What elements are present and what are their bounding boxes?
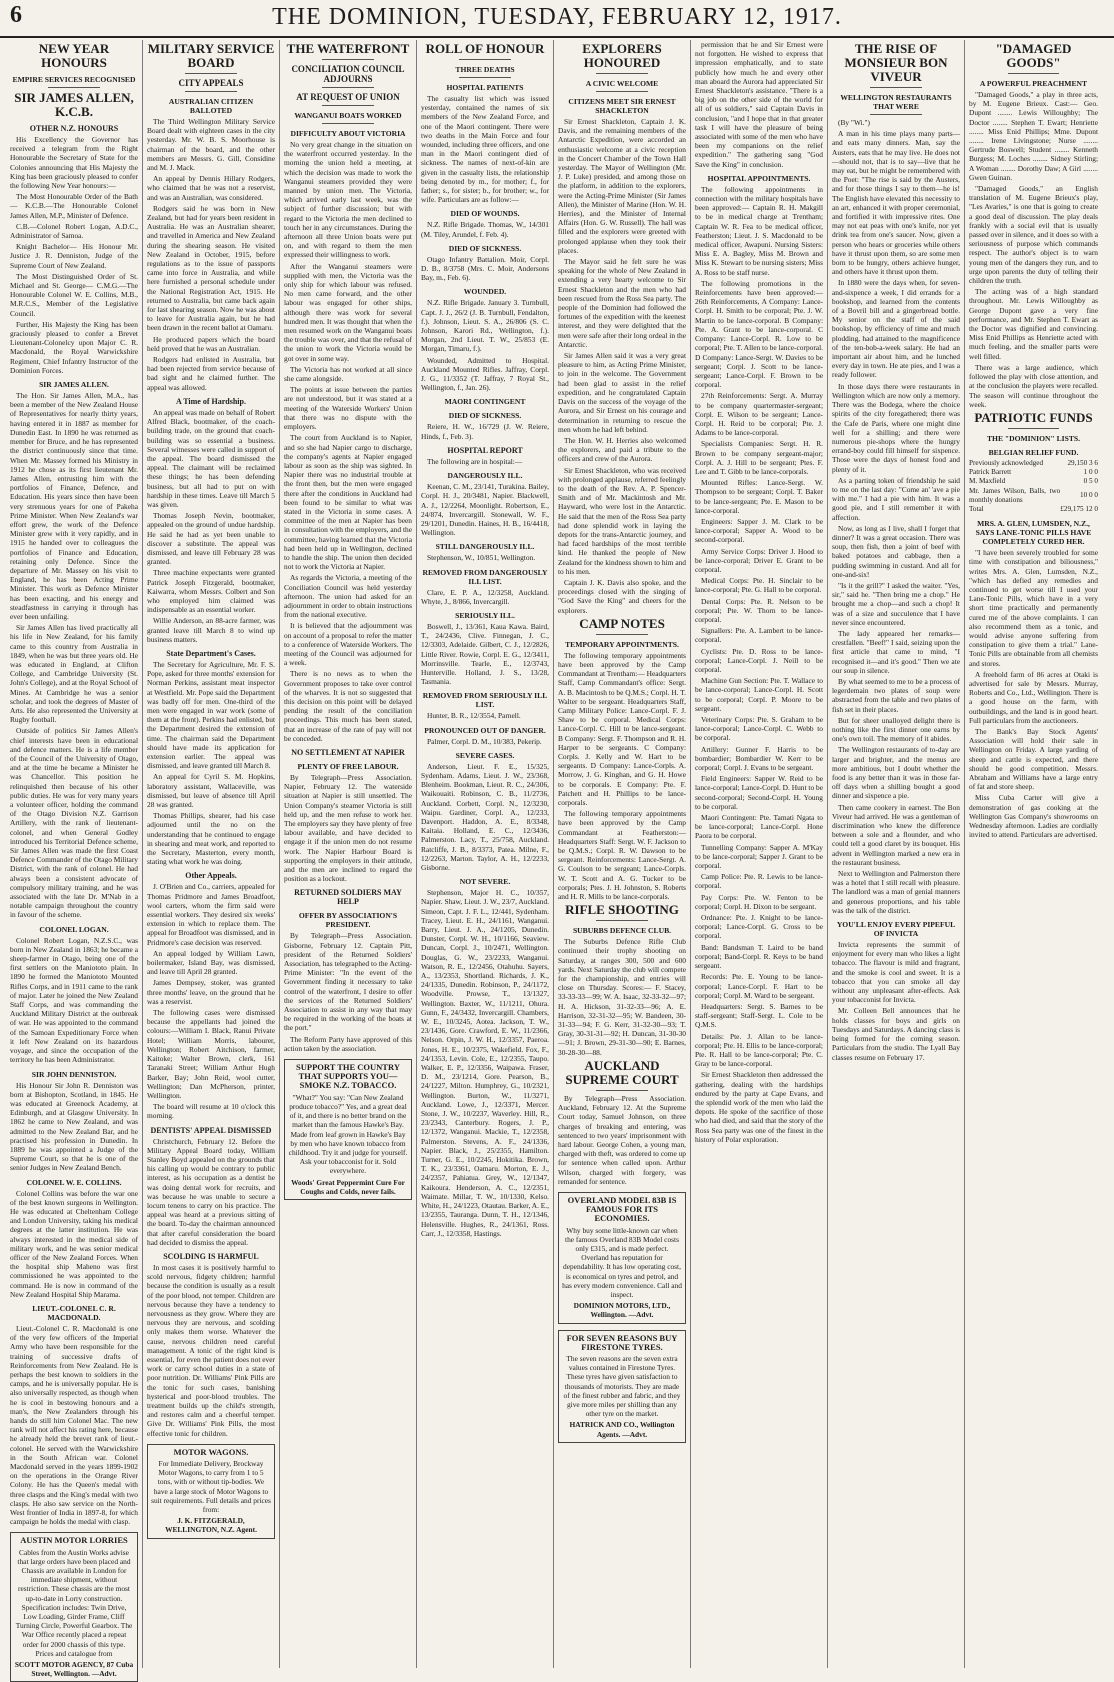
- article-paragraph: He produced papers which the board held proved that he was an Australian.: [147, 334, 275, 353]
- article-paragraph: Three machine expectants were granted Patrick Joseph Fitzgerald, bootmaker, Kaiwarra, whom Messrs. Colbert and Son who employed him claimed was indispensable as an essential worker.: [147, 568, 275, 615]
- article-paragraph: Hunter, B. R., 12/3554, Parnell.: [427, 711, 521, 721]
- divider-rule: [459, 77, 510, 78]
- article-paragraph: Mr. Colleen Bell announces that he holds classes for boys and girls on Tuesdays and Saturdays. A dancing class is being formed for the coming season. Particulars from the studio. The Lyall Bay classes resume on February 17.: [832, 1006, 960, 1062]
- newspaper-masthead-title: THE DOMINION, TUESDAY, FEBRUARY 12, 1917.: [272, 4, 842, 30]
- divider-rule: [459, 59, 510, 60]
- masthead: [0, 0, 1114, 38]
- article-paragraph: Further, His Majesty the King has been graciously pleased to confer a Brevet Lieutenant-Colonelcy upon Major C. R. Macdonald, the Royal Warwickshire Regiment, Chief Infantry Instructor of the Dominion Forces.: [10, 319, 138, 375]
- article-subheading: WANGANUI BOATS WORKED: [294, 111, 402, 120]
- article-paragraph: Colonel Robert Logan, N.Z.S.C., was born in New Zealand in 1863; he became a sheep-farmer in Otago, being one of the first settlers on the Maniototo plain. In 1890 he formed the Maniototo Mounted Rifles Corps, and in 1911 came to the rank of major. Later he joined the New Zealand Staff Corps, and was commanding the Auckland Military District at the outbreak of war. He was appointed to the command of the Samoan Expeditionary Force when it left New Zealand on its hazardous voyage, and since the occupation of the territory he has been Administrator.: [10, 935, 138, 1065]
- divider-rule: [596, 634, 647, 635]
- article-paragraph: Headquarters: Sergt. S. Barnes to be staff-sergeant; Staff-Sergt. L. Cole to be Q.M.S.: [695, 1001, 823, 1030]
- page-number: 6: [10, 2, 22, 28]
- article-paragraph: Army Service Corps: Driver J. Hood to be lance-corporal; Driver E. Grant to be corporal.: [695, 546, 823, 574]
- article-subheading: COLONEL LOGAN.: [39, 924, 109, 934]
- article-paragraph: Sir James Allen said it was a very great pleasure to him, as Acting Prime Minister, to join in the welcome. The Government had been glad to assist in the relief expedition, and he congratulated Captain Davis on the success of the voyage of the Aurora, and Sir Ernest on his courage and determination in returning to rescue the men whom he had left behind.: [558, 351, 686, 434]
- divider-rule: [185, 91, 236, 92]
- fund-donor: M. Maxfield: [969, 477, 1006, 486]
- article-paragraph: "Is it the grill?" I asked the waiter. "Yes, sir," said he. "Then bring me a chop." He brought me a chop—and such a chop! It was of a size and succulence that I have never since encountered.: [832, 580, 960, 627]
- fund-donor: Mr. James Wilson, Balls, two monthly donations: [969, 486, 1061, 504]
- article-paragraph: By what seemed to me to be a process of legerdemain two plates of soup were abstracted from the table and two plates of fish set in their places.: [832, 676, 960, 714]
- article-paragraph: In most cases it is positively harmful to scold nervous, fidgety children; harmful because the condition is usually as a result of the poor blood, not temper. Children are nervous because they have a tendency to nervousness as they grow. Where they are nervous they are nervous, and scolding only makes them worse. Whatever the cause, nervous children need careful management. A tonic of the right kind is essential, for even the patient does not ever work or carry school duties in a state of poor nutrition. Dr. Williams' Pink Pills are the tonic for such cases, banishing hysterical and poor-blood troubles. The treatment builds up the child's strength, and restores calm and a cheerful temper. Give Dr. Williams' Pink Pills, the most effective tonic for children.: [147, 1262, 275, 1438]
- article-paragraph: The following are in hospital:—: [427, 456, 523, 466]
- article-paragraph: Lieut.-Colonel C. R. Macdonald is one of the very few officers of the Imperial Army who have been responsible for the training of successive drafts of Reinforcements from New Zealand. He is perhaps the best known to soldiers in the camps, and he is universally popular. He is also universally respected, as though when he is cool in bestowing honours and a man's, the New Zealanders through his hands do still him Colonel Mac. The new rank will not affect his rating here, because he already held the brevet rank of lieut.-colonel. He served with the Warwickshire in the South African war. Colonel Macdonald served in the years 1899-1902 on the operations in the Orange River Colony. He has the Queen's medal with three clasps and the King's medal with two clasps. He also saw service on the North-West frontier of India in 1897-8, for which campaign he holds the medal with clasp.: [10, 1323, 138, 1527]
- article-paragraph: By Telegraph—Press Association. Auckland, February 12. At the Supreme Court today, Samuel Johnson, on three charges of breaking and entering, was sentenced to two years' imprisonment with hard labour. George Cohen, a young man, charged with theft, was ordered to come up for sentence when called upon. Arthur Wilson, charged with forgery, was remanded for sentence.: [558, 1093, 686, 1186]
- article-paragraph: Next to Wellington and Palmerston there was a hotel that I still recall with pleasure. The landlord was a man of genial manners and generous proportions, and his table was the talk of the district.: [832, 869, 960, 915]
- article-headline: NEW YEAR HONOURS: [38, 41, 110, 70]
- column-1: [6, 40, 143, 1679]
- article-paragraph: Tunnelling Company: Sapper A. M'Kay to be lance-corporal; Sapper J. Grant to be corporal.: [695, 842, 823, 871]
- article-paragraph: Keenan, C. M., 23/141, Turakina. Bailey, Corpl. H. J., 20/3481, Napier. Blackwell, A. J., 12/2264, Moonlight. Robertson, E., 24/874, Invercargill. Stonewall, W. F., 29/1201, Dunedin. Haines, H. B., 16/4418, Wellington.: [421, 482, 549, 538]
- column-4: [417, 40, 554, 1668]
- article-headline: THE WATERFRONT: [286, 41, 410, 56]
- article-subheading: LIEUT.-COLONEL C. R. MACDONALD.: [32, 1303, 116, 1322]
- article-paragraph: J. O'Brien and Co., carriers, appealed for Thomas Pridmore and James Broadfoot, wool carters, whom the firm said were essential workers. They desired six weeks' extension in which to replace them. The appeal for Broadfoot was dismissed, and in Pridmore's case decision was reserved.: [147, 882, 275, 947]
- article-subheading: HOSPITAL REPORT: [447, 445, 523, 455]
- fund-amount: 10 0 0: [1080, 491, 1098, 500]
- column-6: [691, 40, 828, 1668]
- article-paragraph: Band: Bandsman T. Laird to be band corporal; Band-Corpl. R. Keys to be band sergeant.: [695, 942, 823, 971]
- article-paragraph: The following cases were dismissed because the appellants had joined the colours:—William I. Black, Ranui Private Hotel; William Morris, labourer, Wellington; Robert Aitchison, farmer, Kaitoke; Walter Brown, clerk, 161 Taranaki Street; William Arthur Hugh Barker, Bay; John Reid, wool cutter, Wellington; Dan McPherson, printer, Wellington.: [147, 1008, 275, 1100]
- fund-row: [969, 487, 1098, 505]
- article-paragraph: "Damaged Goods," an English translation of M. Eugene Brieux's play, "Les Avaries," is one that is going to create a good deal of discussion. The play deals frankly with a social evil that is usually passed over in silence, and it does so with a seriousness of purpose which commands respect. The author's object is to warn young men of the dangers they run, and to urge upon parents the duty of telling their children the truth.: [969, 184, 1098, 286]
- article-paragraph: A man in his time plays many parts—and eats many dinners. Man, say the Austers, eats that he may live. He does not—should not, that is to say—live that he may eat, but he might be remembered with the Poet: "The rise is said by the Austers, and for those things I say to them—he is! The English have elevated this necessity to an art, enhanced it with proper ceremonial, and fortified it with impressive rites. One may not eat peas with one's knife, nor yet drink tea from one's saucer. Now, given a person who hears or groceries while others have it thrust upon them, so are some men born to be hungry, others achieve hunger, and others have it thrust upon them.: [832, 129, 960, 277]
- article-subheading: State Department's Cases.: [166, 648, 256, 658]
- article-paragraph: Outside of politics Sir James Allen's chief interests have been in educational and defence matters. He is a life member of the Council of the University of Otago, and at the time he became a Minister he was Chancellor. This position he relinquished then because of his other public duties. He was for very many years a volunteer officer, holding the command of the Otago Division N.Z. Garrison Artillery, with the rank of lieutenant-colonel, and when General Godley introduced his Territorial Defence scheme, Sir James Allen was made the first Coast Defence Commander of the Otago Military District, with the rank of colonel. He had always been a consistent advocate of compulsory military training, and he was associated with the late Dr. M'Nab in a notable campaign throughout the country in favour of the scheme.: [10, 726, 138, 920]
- article-paragraph: Medical Corps: Pte. H. Sinclair to be lance-corporal; Pte. G. Hall to be corporal.: [695, 576, 823, 595]
- article-subheading: CITIZENS MEET SIR ERNEST SHACKLETON: [568, 97, 676, 115]
- article-paragraph: The Hon. Sir James Allen, M.A., has been a member of the New Zealand House of Representatives for nearly thirty years, having entered it in 1887 as member for Dunedin East. In 1890 he was returned as member for Bruce, and he has represented the district continuously since that time. When Mr. Massey formed his Ministry in 1912 he chose as its first lieutenant Mr. James Allen, entrusting him with the portfolios of Finance, Defence, and Education. His years since then have been very strenuous years for one of Pakeha Prime Minister. When New Zealand's war effort grew, the work of the Defence Minister grew with it very rapidly, and in 1915 he handed over to colleagues the portfolios of Finance and Education, retaining only Defence. Since the departure of Mr. Massey on his visit to England, he has been Acting Prime Minister. This work as Defence Minister has been exacting, and his energy and steadfastness in carrying it through has ever been unfailing.: [10, 391, 138, 621]
- article-paragraph: Sir Ernest Shackleton, Captain J. K. Davis, and the remaining members of the Antarctic Expedition, were accorded an enthusiastic welcome at a civic reception in the Concert Chamber of the Town Hall yesterday. The Mayor of Wellington (Mr. J. P. Luke) presided, and among those on the platform, in addition to the explorers, were the Acting-Prime Minister (Sir James Allen), the Minister of Marine (Hon. W. H. Herries), and the Minister of Internal Affairs (Hon. G. W. Russell). The hall was filled and the explorers were greeted with prolonged applause when they took their places.: [558, 117, 686, 255]
- article-paragraph: Artillery: Gunner F. Harris to be bombardier; Bombardier W. Kerr to be corporal; Corpl. J. Evans to be sergeant.: [695, 744, 823, 773]
- article-paragraph: N.Z. Rifle Brigade. Thomas, W., 14/301 (M. Tiley, Arundel, f. Feb. 4).: [421, 220, 549, 239]
- article-subheading: AT REQUEST OF UNION: [296, 92, 400, 102]
- article-subheading: CONCILIATION COUNCIL ADJOURNS: [291, 64, 405, 84]
- article-subheading: HOSPITAL PATIENTS: [446, 83, 524, 92]
- article-paragraph: Thomas Phillips, shearer, had his case adjourned until the no on the understanding that he continued to engage in shearing and meat work, and reported to the Secretary, Masterton, every month, stating what work he was doing.: [147, 811, 275, 867]
- article-headline: SIR JAMES ALLEN, K.C.B.: [14, 90, 134, 119]
- article-paragraph: Specialists Companies: Sergt. H. R. Brown to be company sergeant-major; Corpl. A. J. Hill to be sergeant; Ptes. F. Lee and T. Gibb to be lance-corporals.: [695, 439, 823, 476]
- advertisement-title: OVERLAND MODEL 83B IS FAMOUS FOR ITS ECONOMIES.: [567, 1194, 677, 1224]
- column-3: [280, 40, 417, 1668]
- fund-donor: Previously acknowledged: [969, 458, 1044, 467]
- article-subheading: DIED OF SICKNESS.: [448, 411, 522, 421]
- article-subheading: SIR JOHN DENNISTON.: [31, 1069, 117, 1079]
- article-paragraph: The Hon. W. H. Herries also welcomed the explorers, and paid a tribute to the officers and crew of the Aurora.: [558, 435, 686, 464]
- article-paragraph: After the Wanganui steamers were supplied with men, the Victoria was the only ship for which labour was refused. No men came forward, and the other labour was engaged for other ships, although there was work for several hundred men. It was thought that when the men resumed work on the Wanganui boats the trouble was over, and that the refusal of the union to work the Victoria would be got over in some way.: [284, 261, 412, 363]
- article-paragraph: Sir Ernest Shackleton, who was received with prolonged applause, referred feelingly to the death of the Rev. A. P. Spencer-Smith and of Mr. Mackintosh and Mr. Hayward, who were lost in the Antarctic. He said that the men of the Ross Sea party had done splendid work in laying the depots for the trans-Antarctic journey, and had faced hardships of the most terrible kind. He thanked the people of New Zealand for the kindness shown to him and to his men.: [558, 465, 686, 576]
- article-subheading: WOUNDED.: [463, 287, 507, 297]
- article-subheading: Other Appeals.: [185, 871, 237, 881]
- article-paragraph: Signallers: Pte. A. Lambert to be lance-corporal.: [695, 626, 823, 645]
- divider-rule: [596, 1090, 647, 1091]
- article-paragraph: Dental Corps: Pte. R. Nelson to be corporal; Pte. W. Thorn to be lance-corporal.: [695, 596, 823, 624]
- article-subheading: SIR JAMES ALLEN.: [39, 380, 109, 390]
- advertisement-text: Why buy some little-known car when the famous Overland 83B Model costs only £315, and is made perfect. Overland has reputation for dependability. It has low operating cost, is economical on tyres and petrol, and has every modern convenience. Call and inspect.: [562, 1225, 682, 1299]
- article-subheading: HOSPITAL APPOINTMENTS.: [707, 173, 811, 183]
- article-paragraph: Records: Pte. E. Young to be lance-corporal; Lance-Corpl. F. Hart to be corporal; Corpl. M. Ward to be sergeant.: [695, 972, 823, 1000]
- article-paragraph: Clare, E. P. A., 12/3258, Auckland. Whyte, J., 8/866, Invercargill.: [421, 587, 549, 606]
- article-paragraph: Sir James Allen has lived practically all his life in New Zealand, for his family came to this country from Australia in 1849, when he was but three years old. He was educated in England, at Clifton College, and Cambridge University (St. John's College), and at the Royal School of Mines. At Cambridge he was a senior scholar, and took the degrees of Master of Arts. He also represented the University at Rugby football.: [10, 623, 138, 725]
- article-paragraph: Knight Bachelor— His Honour Mr. Justice J. R. Denniston, Judge of the Supreme Court of New Zealand.: [10, 242, 138, 270]
- divider-rule: [870, 87, 921, 88]
- article-paragraph: "I have been severely troubled for some time with constipation and biliousness," writes Mrs. A. Glen, Lumsden, N.Z., "which has defied any remedies and continued to get worse till I used your Lane-Tonic Pills, which have in a very short time practically and permanently cured me of the above complaints. I can also recommend them as a tonic, and would advise anyone suffering from constipation to give them a trial." Lane-Tonic Pills are obtainable from all chemists and stores.: [969, 548, 1098, 668]
- fund-donor: Total: [969, 504, 984, 513]
- newspaper-columns: [6, 40, 1110, 1679]
- article-paragraph: There was a large audience, which followed the play with close attention, and at the conclusion the players were recalled. The season will continue throughout the week.: [969, 362, 1098, 409]
- article-paragraph: The Reform Party have approved of this action taken by the association.: [284, 1034, 412, 1053]
- article-subheading: THREE DEATHS: [455, 65, 515, 74]
- advertisement-title: FOR SEVEN REASONS BUY FIRESTONE TYRES.: [566, 1332, 678, 1352]
- article-paragraph: Camp Police: Pte. R. Lewis to be lance-corporal.: [695, 872, 823, 891]
- article-subheading: REMOVED FROM DANGEROUSLY ILL LIST.: [422, 567, 548, 586]
- article-paragraph: The following promotions in the Reinforcements have been approved:— 26th Reinforcements, A Company: Lance-Corpl. H. Smith to be corporal; Pte. J. W. Martin to be lance-corporal. B Company: Pte. A. Grant to be lance-corporal. C Company: Lance-Corpl. R. Low to be corporal; Pte. T. Allen to be lance-corporal. D Company: Lance-Sergt. W. Davies to be sergeant; Corpl. J. Scott to be lance-sergeant; Lance-Corpl. F. Brown to be corporal.: [695, 278, 823, 390]
- article-paragraph: Maori Contingent: Pte. Tamati Ngata to be lance-corporal; Lance-Corpl. Hone Paora to be corporal.: [695, 813, 823, 841]
- fund-amount: 0 5 0: [1083, 477, 1098, 486]
- advertisement-signature: HATRICK AND CO., Wellington Agents. —Advt.: [569, 1420, 675, 1439]
- column-8: [965, 40, 1102, 1668]
- article-subheading: YOU'LL ENJOY EVERY PIPEFUL OF INVICTA: [836, 920, 956, 939]
- article-paragraph: Christchurch, February 12. Before the Military Appeal Board today, William Stanley Boyd appealed on the grounds that his calling up would be contrary to public interest, as his occupation as a dentist he was doing dental work for recruits, and was because he was unable to secure a locum tenens to carry on his practice. The appeal was heard at a previous sitting of the board. To-day the chairman announced that after careful consideration the board had decided to dismiss the appeal.: [147, 1136, 275, 1247]
- article-paragraph: The Third Wellington Military Service Board dealt with eighteen cases in the city yesterday. Mr. W. B. S. Moorhouse is chairman of the board, and the other members are Messrs. G. Gill, Considine and M. J. Mack.: [147, 117, 275, 173]
- article-paragraph: Pay Corps: Pte. W. Fenton to be corporal; Corpl. H. Dixon to be sergeant.: [695, 892, 823, 911]
- article-paragraph: A freehold farm of 86 acres at Otaki is advertised for sale by Messrs. Murray, Roberts and Co., Ltd., Wellington. There is a good house on the farm, with outbuildings, and the land is in good heart. Full particulars from the auctioneers.: [969, 669, 1098, 725]
- article-paragraph: The following temporary appointments have been approved by the Camp Commandant at Trentham:— Headquarters Staff, Camp Commandant's office: Sergt. A. B. Macintosh to be Q.M.S.; Corpl. H. T. Walter to be sergeant. Headquarters Staff, Camp Military Police: Lance-Corpl. F. J. Shaw to be corporal. Medical Corps: Lance-Corpl. C. Hill to be lance-sergeant. B Company: Sergt. F. Thompson and R. H. Harper to be sergeants. C Company: Corpls. J. Kelly and W. Hart to be sergeants. D Company: Lance-Corpls. A. Morrow, J. G. Kinghan, and G. H. Howe to be corporals. E Company: Pte. F. Patchett and H. Phillips to be lance-corporals.: [558, 650, 686, 808]
- article-headline: MILITARY SERVICE BOARD: [147, 41, 275, 70]
- article-paragraph: But for sheer unalloyed delight there is nothing like the first dinner one earns by one's own toil. The memory of it abides.: [832, 715, 960, 744]
- fund-row: [969, 505, 1098, 514]
- article-subheading: STILL DANGEROUSLY ILL.: [435, 542, 535, 552]
- fund-amount: 1 0 0: [1083, 468, 1098, 477]
- article-paragraph: By Telegraph—Press Association. Napier, February 12. The waterside situation at Napier is still unsettled. The Union Company's steamer Victoria is still held up, and the men refuse to work her. The employers say they have plenty of free labour available, and have decided to engage it if the union men do not resume work. The Napier Harbour Board is supporting the employers in their attitude, and the men are inclined to regard the position as a lockout.: [284, 773, 412, 884]
- article-paragraph: The court from Auckland is to Napier, and so she had Napier cargo to discharge, the company's agents at Napier engaged labour as soon as the ship was sighted. In Napier there was no industrial trouble at the front then, but the men were engaged there after the conditions in Auckland had been found to be similar to what was stated in the Victoria in some cases. A committee of the men at Napier has been in consultation with the employers, and the committee, having learned that the Victoria had been held up in Wellington, declined to handle the ship. The union then decided not to work the Victoria at Napier.: [284, 433, 412, 572]
- article-paragraph: The Suburbs Defence Rifle Club continued their trophy shooting on Saturday, at ranges 300, 500 and 600 yards. Next Saturday the club will compete for the championship, and entries will close on Thursday. Scores:— F. Stacey, 33-33-33—99; W. A. Isaac, 32-33-32—97; H. A. Hickson, 31-32-33—96; A. E. Harrison, 32-31-32—95; W. Bandeen, 30-31-33—94; F. G. Kerr, 31-32-30—93; T. Gray, 30-31-31—92; H. Duncan, 31-30-30—91; J. Brown, 29-31-30—90; E. Barnes, 30-28-30—88.: [558, 937, 686, 1057]
- article-subheading: DIFFICULTY ABOUT VICTORIA: [290, 129, 406, 138]
- article-paragraph: Mounted Rifles: Lance-Sergt. W. Thompson to be sergeant; Corpl. T. Baker to be lance-sergeant; Pte. E. Mason to be lance-corporal.: [695, 478, 823, 515]
- article-paragraph: Anderson, Lieut. F. E., 15/325, Sydenham. Adams, Lieut. J. W., 23/368, Blenheim. Bookman, Lieut. R. C., 24/306, Waikouaiti. Robinson, C. B., 11/2736, Auckland. Corbett, Corpl. N., 12/3230, Waipu. Gardiner, Corpl. A., 12/233, Davenport. Haddon, A. E., 8/3348, Kaitaia. Holland, E. C., 12/3436, Palmerston. Lacy, T., 25/758, Auckland. Ratcliffe, J. B., 8/3373, Patea. Milne, F., 12/2263, Marton. Taylor, A. H., 12/2233, Gisborne.: [421, 761, 549, 872]
- article-subheading: DANGEROUSLY ILL.: [447, 471, 523, 481]
- divider-rule: [185, 73, 236, 74]
- article-paragraph: Invicta represents the summit of enjoyment for every man who likes a light tobacco. The flavour is mild and fragrant, and the smoke is cool and sweet. It is a tobacco that you can smoke all day without any unpleasant after-effects. Ask your tobacconist for Invicta.: [832, 940, 960, 1005]
- divider-rule: [322, 59, 373, 60]
- column-5: [554, 40, 691, 1668]
- article-paragraph: In 1880 were the days when, for seven-and-sixpence a week, I did errands for a bookshop, and learned from the contents of a Bovril bill and a gingerbread bottle. My senior on the staff of the said bookshop, by efficiency of time and much plodding, had attained to the magnificence of the ten-bob-a-week salary. He had an important air about him, and he lunched every day in town. He ate pies, and I was a ready follower.: [832, 278, 960, 380]
- article-paragraph: An appeal was made on behalf of Robert Alfred Black, bootmaker, of the coach-building trade, on the ground that coach-building was so essential a business. Several witnesses were called in support of the appeal. The board dismissed the appeal. The claimant will be reclaimed these things; he has been defending business, but all had to put on with hardship in these times. Leave till March 5 was given.: [147, 407, 275, 509]
- advertisement-text: "What?" You say: "Can New Zealand produce tobacco?" Yes, and a great deal of it, and there is no better brand on the market than the famous Hawke's Bay. Made from leaf grown in Hawke's Bay by men who have known tobacco from childhood. Try it and judge for yourself. Ask your tobacconist for it. Sold everywhere.: [288, 1092, 408, 1176]
- article-headline: ROLL OF HONOUR: [425, 41, 545, 56]
- article-paragraph: Boswell, J., 13/361, Kaua Kawa. Baird, T., 24/2436, Clive. Finnegan, J. C., 12/3303, Adelaide. Gilbert, C. J., 12/2826, Little River. Rowie, Corpl. E. G., 12/3411, Morrinsville. Tearle, E., 12/3743, Hunterville. Holland, J. S., 13/28, Tasmania.: [421, 621, 549, 687]
- fund-amount: 29,150 3 6: [1067, 458, 1098, 467]
- article-subheading: NO SETTLEMENT AT NAPIER: [291, 748, 405, 757]
- article-subheading: TEMPORARY APPOINTMENTS.: [565, 639, 679, 649]
- article-paragraph: 27th Reinforcements: Sergt. A. Murray to be company quartermaster-sergeant; Corpl. E. Wilson to be sergeant; Lance-Corpl. H. Reid to be corporal; Pte. J. Adams to be lance-corporal.: [695, 391, 823, 438]
- article-headline: THE RISE OF MONSIEUR BON VIVEUR: [844, 41, 948, 84]
- article-paragraph: The acting was of a high standard throughout. Mr. Lewis Willoughby as George Dupont gave a very fine performance, and Mr. Stephen T. Ewart as the Doctor was dignified and convincing. Miss Enid Phillips as Henriette acted with much feeling, and the smaller parts were well filled.: [969, 287, 1098, 361]
- fund-row: [969, 459, 1098, 468]
- article-subheading: PRONOUNCED OUT OF DANGER.: [424, 725, 546, 735]
- article-subheading: THE "DOMINION" LISTS.: [986, 433, 1081, 443]
- article-subheading: EMPIRE SERVICES RECOGNISED: [12, 75, 136, 84]
- article-paragraph: N.Z. Rifle Brigade. January 3. Turnbull, Capt. J. J., 26/2 (J. B. Turnbull, Fendalton, f.). Johnson, Lieut. S. A., 26/806 (S. C. Johnson, Karori Rd., Wellington, f.). Morgan, 2nd Lieut. T. W., 25/853 (E. Morgan, Timaru, f.).: [421, 298, 549, 354]
- article-paragraph: The lady appeared her remarks—crestfallen. "Beef!" I said, seizing upon the first article that came to mind, "I recognised it—and it's good." Then we ate our soup in silence.: [832, 628, 960, 675]
- article-paragraph: Stephenson, Major H. C., 10/357, Napier. Shaw, Lieut. J. W., 23/7, Auckland. Simeon, Capt. J. F. L., 12/441, Sydenham. Tracey, Lieut. E. H., 24/1161, Wanganui. Barry, Lieut. J. A., 24/1205, Dunedin. Dunster, Corpl. W. H., 10/1166, Seaview. Duncan, Corpl. J., 10/2471, Wellington. Douglas, G. W., 23/2233, Wanganui. Watson, R. E., 12/2456, Otahuhu. Sayers, A., 13/2353, Shortland. Richards, J. K., 24/1335, Dunedin. Robinson, P., 24/1172, Woodville. Prowse, T., 13/1327, Wellington. Baxter, W., 11/1211, Ohura. Gunn, F., 24/3432, Invercargill. Chambers, W. E., 10/3245, Aotea. Jackson, T. W., 23/1436, Gore. Crawford, E. W., 11/2366, Nelson. Orpin, J. W. H., 12/3357, Paeroa. Jones, H. E., 10/2375, Wakefield. Fox, F., 24/1353, Levin. Cole, E., 12/2355, Taupo. Walker, E. P., 12/3356, Waipawa. Fraser, D. M., 23/1214, Gore. Pearson, B., 24/1227, Milton. Humphrey, G., 10/2321, Wellington. Burton, W., 11/3271, Auckland. Lowe, J., 12/3371, Mercer. Stone, J. W., 10/2237, Waverley. Hill, R., 23/2343, Canterbury. Rogers, J. P., 12/1372, Wanganui. Mackie, T., 12/2358, Palmerston. Stevens, A. F., 24/1336, Napier. Black, J., 25/2355, Hamilton. Turner, G. E., 10/2245, Hokitika. Brown, T. K., 23/3361, Oamaru. Morton, E. J., 24/2357, Pahiatua. Grey, W., 12/1347, Kaikoura. Henderson, A. C., 12/2351, Waimate. Millar, T. W., 10/1330, Kelso. White, H., 24/1223, Otautau. Barker, A. E., 13/2355, Tauranga. Dunn, T. H., 12/1346, Helensville. Hughes, R., 24/1361, Ross. Carr, J., 12/3358, Hastings.: [421, 888, 549, 1238]
- divider-rule: [596, 73, 647, 74]
- article-subheading: AUSTRALIAN CITIZEN BALLOTED: [168, 97, 254, 115]
- article-paragraph: As a parting token of friendship he said to me on the last day: "Come an' 'ave a pie with me." I had a pie with him. It was a good pie, and I still remember it with affection.: [832, 475, 960, 522]
- article-paragraph: His Excellency the Governor has received a telegram from the Right Honourable the Secretary of State for the Colonies announcing that His Majesty the King has been graciously pleased to confer the following New Year honours:—: [10, 135, 138, 191]
- article-paragraph: permission that he and Sir Ernest were not forgotten. He wished to express that impression emphatically, and to state publicly how much he and every other man aboard the Aurora had appreciated Sir Ernest Shackleton's assistance. "There is a big job on the other side of the world for all of us soldiers," said Captain Davis in conclusion, "and I hope that in that greater task I will have the pleasure of being associated with some of the men who have been my companions on the relief expedition." The gathering sang "God Save the King" in conclusion.: [695, 40, 823, 169]
- article-paragraph: As regards the Victoria, a meeting of the Conciliation Council was held yesterday afternoon. The union had asked for an adjournment in order to obtain instructions from the national executive.: [284, 573, 412, 620]
- article-paragraph: Rodgers said he was born in New Zealand, but had for years been resident in Australia. He was an Australian shearer, and travelled in America and New Zealand during the shearing season. He visited New Zealand in October, 1915, before regulations as to the issue of passports came into force in Australia, and while here furnished a personal schedule under the National Registration Act, 1915. He returned to Australia, but came back again for last shearing season. Now he was about to leave for Australia again, but he had been drawn in the recent ballot at Oamaru.: [147, 203, 275, 333]
- article-subheading: DIED OF SICKNESS.: [448, 243, 522, 253]
- divider-rule: [596, 91, 647, 92]
- article-headline: RIFLE SHOOTING: [565, 902, 679, 918]
- fund-amount: £29,175 12 0: [1060, 504, 1098, 513]
- article-paragraph: Ordnance: Pte. J. Knight to be lance-corporal; Lance-Corpl. G. Cross to be corporal.: [695, 913, 823, 941]
- advertisement-signature: SCOTT MOTOR AGENCY, 87 Cuba Street, Wellington. —Advt.: [14, 1660, 134, 1679]
- article-paragraph: Reiere, H. W., 16/729 (J. W. Reiere, Hinds, f., Feb. 3).: [421, 422, 549, 441]
- advertisement-text: The seven reasons are the seven extra values contained in Firestone Tyres. These tyres have given satisfaction to thousands of motorists. They are made of the finest rubber and fabric, and they give more miles per shilling than any other tyre on the market.: [563, 1353, 681, 1419]
- article-headline: PATRIOTIC FUNDS: [974, 409, 1093, 425]
- article-paragraph: The Bank's Bay Stock Agents' Association will hold their sale in Wellington on Friday. A large yarding of sheep and cattle is expected, and there should be good competition. Messrs. Abraham and Williams have a large entry of fat and store sheep.: [969, 726, 1098, 792]
- article-paragraph: Rodgers had enlisted in Australia, but had been rejected from service because of bad sight and he claimed further. The appeal was allowed.: [147, 355, 275, 392]
- article-paragraph: Now, as long as I live, shall I forget that dinner? It was a great occasion. There was soup, then fish, then a joint of beef with baked potatoes and cabbage, then a pudding swimming in custard. And all for one-and-six!: [832, 523, 960, 579]
- article-paragraph: Details: Pte. J. Allan to be lance-corporal; Pte. H. Ellis to be lance-corporal; Pte. R. Hall to be lance-corporal; Pte. C. Gray to be lance-corporal.: [695, 1031, 823, 1069]
- article-paragraph: The following temporary appointments have been approved by the Camp Commandant at Featherston:— Headquarters Staff: Sergt. W. F. Jackson to be Q.M.S.; Corpl. R. W. Dawson to be sergeant. Reinforcements: Lance-Sergt. A. G. Coulson to be sergeant; Lance-Corpls. W. T. Scott and A. G. Tucker to be corporals; Ptes. J. H. Johnston, S. Roberts and H. R. Mills to be lance-corporals.: [558, 809, 686, 902]
- article-subheading: DENTISTS' APPEAL DISMISSED: [150, 1125, 272, 1135]
- article-paragraph: By Telegraph—Press Association. Gisborne, February 12. Captain Pitt, president of the Returned Soldiers' Association, has telegraphed to the Acting-Prime Minister: "In the event of the Government finding it necessary to take control of the waterfront, I desire to offer the services of the Returned Soldiers' Association to assist in any way that may be required in the working of the boats at the port.": [284, 931, 412, 1033]
- article-subheading: SERIOUSLY ILL.: [455, 610, 515, 620]
- article-paragraph: An appeal by Dennis Hillary Rodgers, who claimed that he was not a reservist, and was an Australian, was considered.: [147, 174, 275, 202]
- article-paragraph: The Most Distinguished Order of St. Michael and St. George— C.M.G.—The Honourable Colonel W. E. Collins, M.B., M.R.C.S., Member of the Legislative Council.: [10, 271, 138, 318]
- article-headline: AUCKLAND SUPREME COURT: [565, 1057, 679, 1087]
- fund-row: [969, 468, 1098, 477]
- article-subheading: PLENTY OF FREE LABOUR.: [297, 762, 399, 771]
- divider-rule: [48, 87, 99, 88]
- article-paragraph: Captain J. K. Davis also spoke, and the proceedings closed with the singing of "God Save the King" and cheers for the explorers.: [558, 577, 686, 615]
- article-subheading: COLONEL W. E. COLLINS.: [26, 1177, 122, 1187]
- article-paragraph: The Secretary for Agriculture, Mr. F. S. Pope, asked for three months' extension for Norman Perkins, assistant meat inspector at Westfield. Mr. Pope said the Department was badly off for men. One-third of the men were engaged in war work (some of them at the front). Perkins had enlisted, but the Department desired the extension of time. The chairman said the Department should have made its application for extension earlier. The appeal was dismissed, and leave granted till March 8.: [147, 659, 275, 771]
- divider-rule: [322, 123, 373, 124]
- article-subheading: OFFER BY ASSOCIATION'S PRESIDENT.: [298, 911, 398, 930]
- advertisement-text: Cables from the Austin Works advise that large orders have been placed and Chassis are available in London for immediate shipment, without restriction. These chassis are the most up-to-date in Lorry construction. Specification includes: Twin Drive, Low Loading, Girder Frame, Cliff Turning Circle, Powerful Gearbox. The War Office recently placed a repeat order for 2000 chassis of this type. Prices and catalogue from: [15, 1547, 133, 1658]
- advertisement: [10, 1532, 138, 1682]
- article-paragraph: In those days there were restaurants in Wellington which are now only a memory. There was the Bodega, where the choice spirits of the city foregathered; there was the Cafe de Paris, where one might dine well for a shilling; and there were numerous pie-shops where the hungry errand-boy could fill himself for sixpence. Those were the days of honest food and plenty of it.: [832, 381, 960, 474]
- article-paragraph: "Damaged Goods," a play in three acts, by M. Eugene Brieux. Cast:— Geo. Dupont ........ Lewis Willoughby; The Doctor ........ Stephen T. Ewart; Henriette ........ Miss Enid Phillips; Mme. Dupont ........ Irene Livingstone; Nurse ........ Gertrude Boswell; Student ........ Kenneth Burgess; M. Loches ........ Sidney Stirling; A Woman ........ Dorothy Daw; A Girl ........ Gwen Guinan.: [969, 90, 1098, 182]
- article-paragraph: C.B.—Colonel Robert Logan, A.D.C., Administrator of Samoa.: [10, 221, 138, 241]
- advertisement-signature: Woods' Great Peppermint Cure For Coughs and Colds, never fails.: [291, 1177, 405, 1196]
- article-subheading: DIED OF WOUNDS.: [450, 209, 520, 219]
- article-paragraph: Wounded, Admitted to Hospital. Auckland Mounted Rifles. Jaffray, Corpl. J. G., 11/3352 (T. Jaffray, 7 Royal St., Wellington, f., Jan. 26).: [421, 355, 549, 393]
- article-paragraph: Thomas Joseph Nevin, bootmaker, appealed on the ground of undue hardship. He said he had as yet been unable to discover a substitute. The appeal was dismissed, and leave till February 28 was granted.: [147, 511, 275, 567]
- article-paragraph: Palmer, Corpl. D. M., 10/383, Pekerip.: [427, 736, 542, 746]
- article-headline: "DAMAGED GOODS": [995, 41, 1072, 70]
- divider-rule: [1008, 73, 1060, 74]
- article-subheading: SCOLDING IS HARMFUL: [163, 1251, 259, 1261]
- article-paragraph: The Most Honourable Order of the Bath— K.C.B.—The Honourable Colonel James Allen, M.P., Minister of Defence.: [10, 192, 138, 220]
- advertisement: [147, 1444, 275, 1539]
- article-paragraph: Then came cookery in earnest. The Bon Viveur had arrived. He was a gentleman of discrimination who knew the difference between a sole and a flounder, and who could tell a good claret by its bouquet. His advent in Wellington marked a new era in the restaurant business.: [832, 802, 960, 867]
- article-paragraph: An appeal for Cyril S. M. Hopkins, laboratory assistant, Wallaceville, was dismissed, but leave of absence till April 28 was granted.: [147, 772, 275, 810]
- article-paragraph: Sir Ernest Shackleton then addressed the gathering, dealing with the hardships endured by the party at Cape Evans, and the splendid work of the men who laid the depots. He spoke of the sacrifice of those who had died, and said that the story of the Ross Sea party was one of the finest in the history of Polar exploration.: [695, 1070, 823, 1144]
- article-subheading: MRS. A. GLEN, LUMSDEN, N.Z., SAYS LANE-TONIC PILLS HAVE COMPLETELY CURED HER.: [975, 519, 1092, 547]
- article-subheading: A CIVIC WELCOME: [585, 79, 659, 88]
- article-paragraph: Cyclists: Pte. D. Ross to be lance-corporal; Lance-Corpl. J. Neill to be corporal.: [695, 646, 823, 674]
- divider-rule: [1008, 428, 1060, 429]
- article-subheading: WELLINGTON RESTAURANTS THAT WERE: [840, 93, 952, 111]
- advertisement: [558, 1330, 686, 1443]
- article-subheading: BELGIAN RELIEF FUND.: [988, 447, 1079, 457]
- column-2: [143, 40, 280, 1668]
- column-7: [828, 40, 965, 1668]
- article-headline: EXPLORERS HONOURED: [582, 41, 662, 70]
- article-paragraph: The Mayor said he felt sure he was speaking for the whole of New Zealand in extending a very hearty welcome to Sir Ernest Shackleton and the men who had been rescued from the Ross Sea party. The people of the Dominion had followed the fortunes of the expedition with the keenest interest, and they were delighted that the men were safe after their long ordeal in the Antarctic.: [558, 257, 686, 349]
- article-subheading: A Time of Hardship.: [176, 396, 246, 406]
- article-paragraph: No very great change in the situation on the waterfront occurred yesterday. In the morning the union held a meeting, at which the decision was made to work the Wanganui steamers provided they were manned by union men. The Victoria, which arrived early last week, was the subject of further discussion; but with regard to the Victoria the men declined to touch her in any circumstances. During the afternoon all three Union boats were put on, and with regard to them the men expressed their willingness to work.: [284, 140, 412, 260]
- article-paragraph: James Dempsey, stoker, was granted three months' leave, on the ground that he was a reservist.: [147, 978, 275, 1006]
- fund-row: [969, 477, 1098, 486]
- article-paragraph: Colonel Collins was before the war one of the best known surgeons in Wellington. He was educated at Cheltenham College and London University, taking his medical degrees at the latter institution. He was always interested in the medical side of military work, and he was senior medical officer of the New Zealand Forces. When the hospital ship Maheno was first commissioned he was appointed to the command. He is now in command of the New Zealand Hospital Ship Marama.: [10, 1188, 138, 1299]
- advertisement-title: SUPPORT THE COUNTRY THAT SUPPORTS YOU—SMOKE N.Z. TOBACCO.: [296, 1062, 400, 1091]
- advertisement-text: For Immediate Delivery, Brockway Motor Wagons, to carry from 1 to 5 tons, with or without tip-bodies. We have a large stock of Motor Wagons to suit requirements. Full details and prices from:: [151, 1459, 271, 1515]
- article-subheading: NOT SEVERE.: [459, 877, 511, 887]
- advertisement-signature: DOMINION MOTORS, LTD., Wellington. —Advt.: [573, 1301, 671, 1320]
- divider-rule: [870, 114, 921, 115]
- article-paragraph: Otago Infantry Battalion. Moir, Corpl. D. B., 8/3758 (Mrs. C. Moir, Andersons Bay, m., Feb. 6).: [421, 254, 549, 283]
- article-paragraph: Engineers: Sapper J. M. Clark to be lance-corporal; Sapper A. Wood to be second-corporal.: [695, 516, 823, 545]
- article-subheading: REMOVED FROM SERIOUSLY ILL LIST.: [422, 691, 548, 710]
- article-paragraph: Willie Anderson, an 88-acre farmer, was granted leave till March 8 to wind up business matters.: [147, 616, 275, 644]
- advertisement-signature: J. K. FITZGERALD, WELLINGTON, N.Z. Agent.: [165, 1516, 257, 1535]
- fund-donor: Patrick Barrett: [969, 468, 1012, 477]
- article-subheading: A POWERFUL PREACHMENT: [979, 79, 1088, 88]
- article-paragraph: The board will resume at 10 o'clock this morning.: [147, 1102, 275, 1121]
- fund-table: [969, 459, 1098, 514]
- article-subheading: CITY APPEALS: [178, 78, 244, 88]
- advertisement: [284, 1059, 412, 1200]
- article-subheading: MAORI CONTINGENT: [444, 397, 526, 407]
- article-paragraph: The Victoria has not worked at all since she came alongside.: [284, 364, 412, 384]
- divider-rule: [322, 105, 373, 106]
- article-paragraph: Veterinary Corps: Pte. S. Graham to be lance-corporal; Lance-Corpl. C. Webb to be corporal.: [695, 715, 823, 743]
- article-headline: CAMP NOTES: [579, 615, 665, 631]
- divider-rule: [322, 87, 373, 88]
- advertisement-title: AUSTIN MOTOR LORRIES: [20, 1535, 128, 1546]
- article-paragraph: Machine Gun Section: Pte. T. Wallace to be lance-corporal; Lance-Corpl. H. Scott to be corporal; Corpl. P. Moore to be sergeant.: [695, 676, 823, 713]
- article-subheading: SUBURBS DEFENCE CLUB.: [572, 926, 672, 936]
- article-subheading: RETURNED SOLDIERS MAY HELP: [294, 888, 402, 907]
- article-paragraph: Stephenson, W., 10/851, Wellington.: [427, 553, 536, 563]
- article-paragraph: It is believed that the adjournment was on account of a proposal to refer the matter to a conference of Waterside Workers. The meeting of the Council was adjourned for a week.: [284, 621, 412, 668]
- article-paragraph: There is no news as to when the Government proposes to take over control of the wharves. It is not so suggested that this decision on this point will be delayed pending the result of the conciliation proceedings. This much has been stated, that an increase of the rate of pay will not be conceded.: [284, 669, 412, 743]
- article-subheading: OTHER N.Z. HONOURS: [29, 124, 119, 133]
- article-paragraph: An appeal lodged by William Lawn, boilermaker, Island Bay, was dismissed, and leave till April 28 granted.: [147, 948, 275, 977]
- advertisement: [558, 1192, 686, 1324]
- article-paragraph: The following appointments in connection with the military hospitals have been approved:— Captain R. H. Makgill to be in medical charge at Trentham; Captain W. R. Fea to be medical officer, Featherston; Lieut. J. S. Macdonald to be medical officer, Awapuni. Nursing Sisters: Miss E. A. Bagley, Miss M. Brown and Miss K. Stewart to be nursing sisters; Miss A. Ross to be staff nurse.: [695, 184, 823, 277]
- article-paragraph: The Wellington restaurants of to-day are larger and brighter, and the menus are more ambitious, but I doubt whether the food is any better than it was in those far-off days when a shilling bought a good dinner and sixpence a pie.: [832, 745, 960, 801]
- article-paragraph: (By "Wi."): [838, 118, 871, 127]
- article-paragraph: The points at issue between the parties are not understood, but it was stated at a meeting of the Waterside Workers' Union that there was no dispute with the employers.: [284, 385, 412, 432]
- article-paragraph: Field Engineers: Sapper W. Reid to be lance-corporal; Lance-Corpl. D. Hunt to be second-corporal; Second-Corpl. H. Young to be corporal.: [695, 774, 823, 811]
- article-subheading: SEVERE CASES.: [455, 750, 515, 760]
- divider-rule: [596, 920, 647, 921]
- advertisement-title: MOTOR WAGONS.: [173, 1446, 249, 1457]
- article-paragraph: Miss Cuba Carter will give a demonstration of gas cooking at the Wellington Gas Company's showrooms on Wednesday afternoon. Ladies are cordially invited to attend. Particulars are advertised.: [969, 793, 1098, 840]
- article-paragraph: The casualty list which was issued yesterday, contained the names of six members of the New Zealand Force, and one of the Maori contingent. There were two deaths in the Main Force and four wounded, including three officers, and one man in the Maori contingent died of sickness. The names of next-of-kin are given in the casualty lists, the relationship being denoted by m., for mother; f., for father; s., for sister; b., for brother; w., for wife. Particulars are as follow:—: [421, 94, 549, 205]
- article-paragraph: His Honour Sir John R. Denniston was born at Bishopton, Scotland, in 1845. He was educated at Greenock Academy, at Edinburgh, and at Glasgow University. In 1862 he came to New Zealand, and was admitted to the New Zealand Bar, and he practised his profession in Dunedin. In 1889 he was appointed a Judge of the Supreme Court, so that he is one of the senior Judges in New Zealand Bench.: [10, 1080, 138, 1173]
